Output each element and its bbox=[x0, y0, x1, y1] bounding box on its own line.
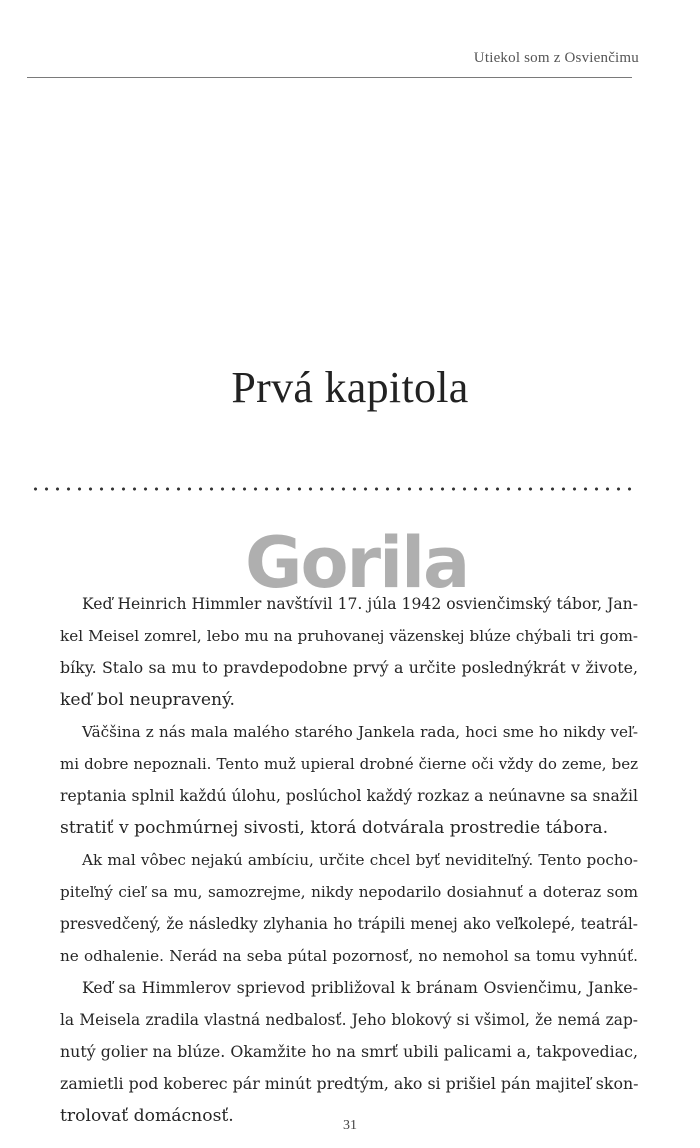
text-line: ne odhalenie. Nerád na seba pútal pozornosť, no nemohol sa tomu vyhnúť. bbox=[60, 947, 638, 965]
text-line: Keď Heinrich Himmler navštívil 17. júla 1942 osvienčimský tábor, Jan- bbox=[82, 595, 638, 613]
text-line: piteľný cieľ sa mu, samozrejme, nikdy nepodarilo dosiahnuť a doteraz som bbox=[60, 883, 638, 901]
text-line: stratiť v pochmúrnej sivosti, ktorá dotvárala prostredie tábora. bbox=[60, 818, 609, 838]
text-line: reptania splnil každú úlohu, poslúchol každý rozkaz a neúnavne sa snažil bbox=[60, 787, 638, 805]
text-line: trolovať domácnosť. bbox=[60, 1106, 234, 1126]
running-head: Utiekol som z Osvienčimu bbox=[473, 50, 639, 66]
chapter-title: Prvá kapitola bbox=[231, 363, 469, 412]
text-line: bíky. Stalo sa mu to pravdepodobne prvý a určite poslednýkrát v živote, bbox=[60, 658, 638, 677]
text-line: zamietli pod koberec pár minút predtým, ako si prišiel pán majiteľ skon- bbox=[60, 1074, 639, 1093]
text-line: nutý golier na blúze. Okamžite ho na smrť ubili palicami a, takpovediac, bbox=[60, 1042, 638, 1061]
header-rule bbox=[27, 77, 632, 78]
dotted-separator bbox=[30, 486, 635, 492]
text-line: presvedčený, že následky zlyhania ho trápili menej ako veľkolepé, teatrál- bbox=[60, 915, 638, 933]
text-line: keď bol neupravený. bbox=[60, 690, 235, 710]
text-line: kel Meisel zomrel, lebo mu na pruhovanej väzenskej blúze chýbali tri gom- bbox=[60, 627, 638, 645]
body-text bbox=[60, 588, 638, 1132]
text-line: Väčšina z nás mala malého starého Jankela rada, hoci sme ho nikdy veľ- bbox=[82, 723, 638, 741]
page-number: 31 bbox=[343, 1118, 357, 1133]
text-line: mi dobre nepoznali. Tento muž upieral drobné čierne oči vždy do zeme, bez bbox=[60, 755, 638, 773]
watermark-logo: Gorila bbox=[245, 522, 469, 604]
text-line: la Meisela zradila vlastná nedbalosť. Jeho blokový si všimol, že nemá zap- bbox=[60, 1011, 638, 1029]
text-line: Ak mal vôbec nejakú ambíciu, určite chcel byť neviditeľný. Tento pocho- bbox=[82, 851, 638, 869]
text-line: Keď sa Himmlerov sprievod približoval k bránam Osvienčimu, Janke- bbox=[82, 978, 638, 997]
